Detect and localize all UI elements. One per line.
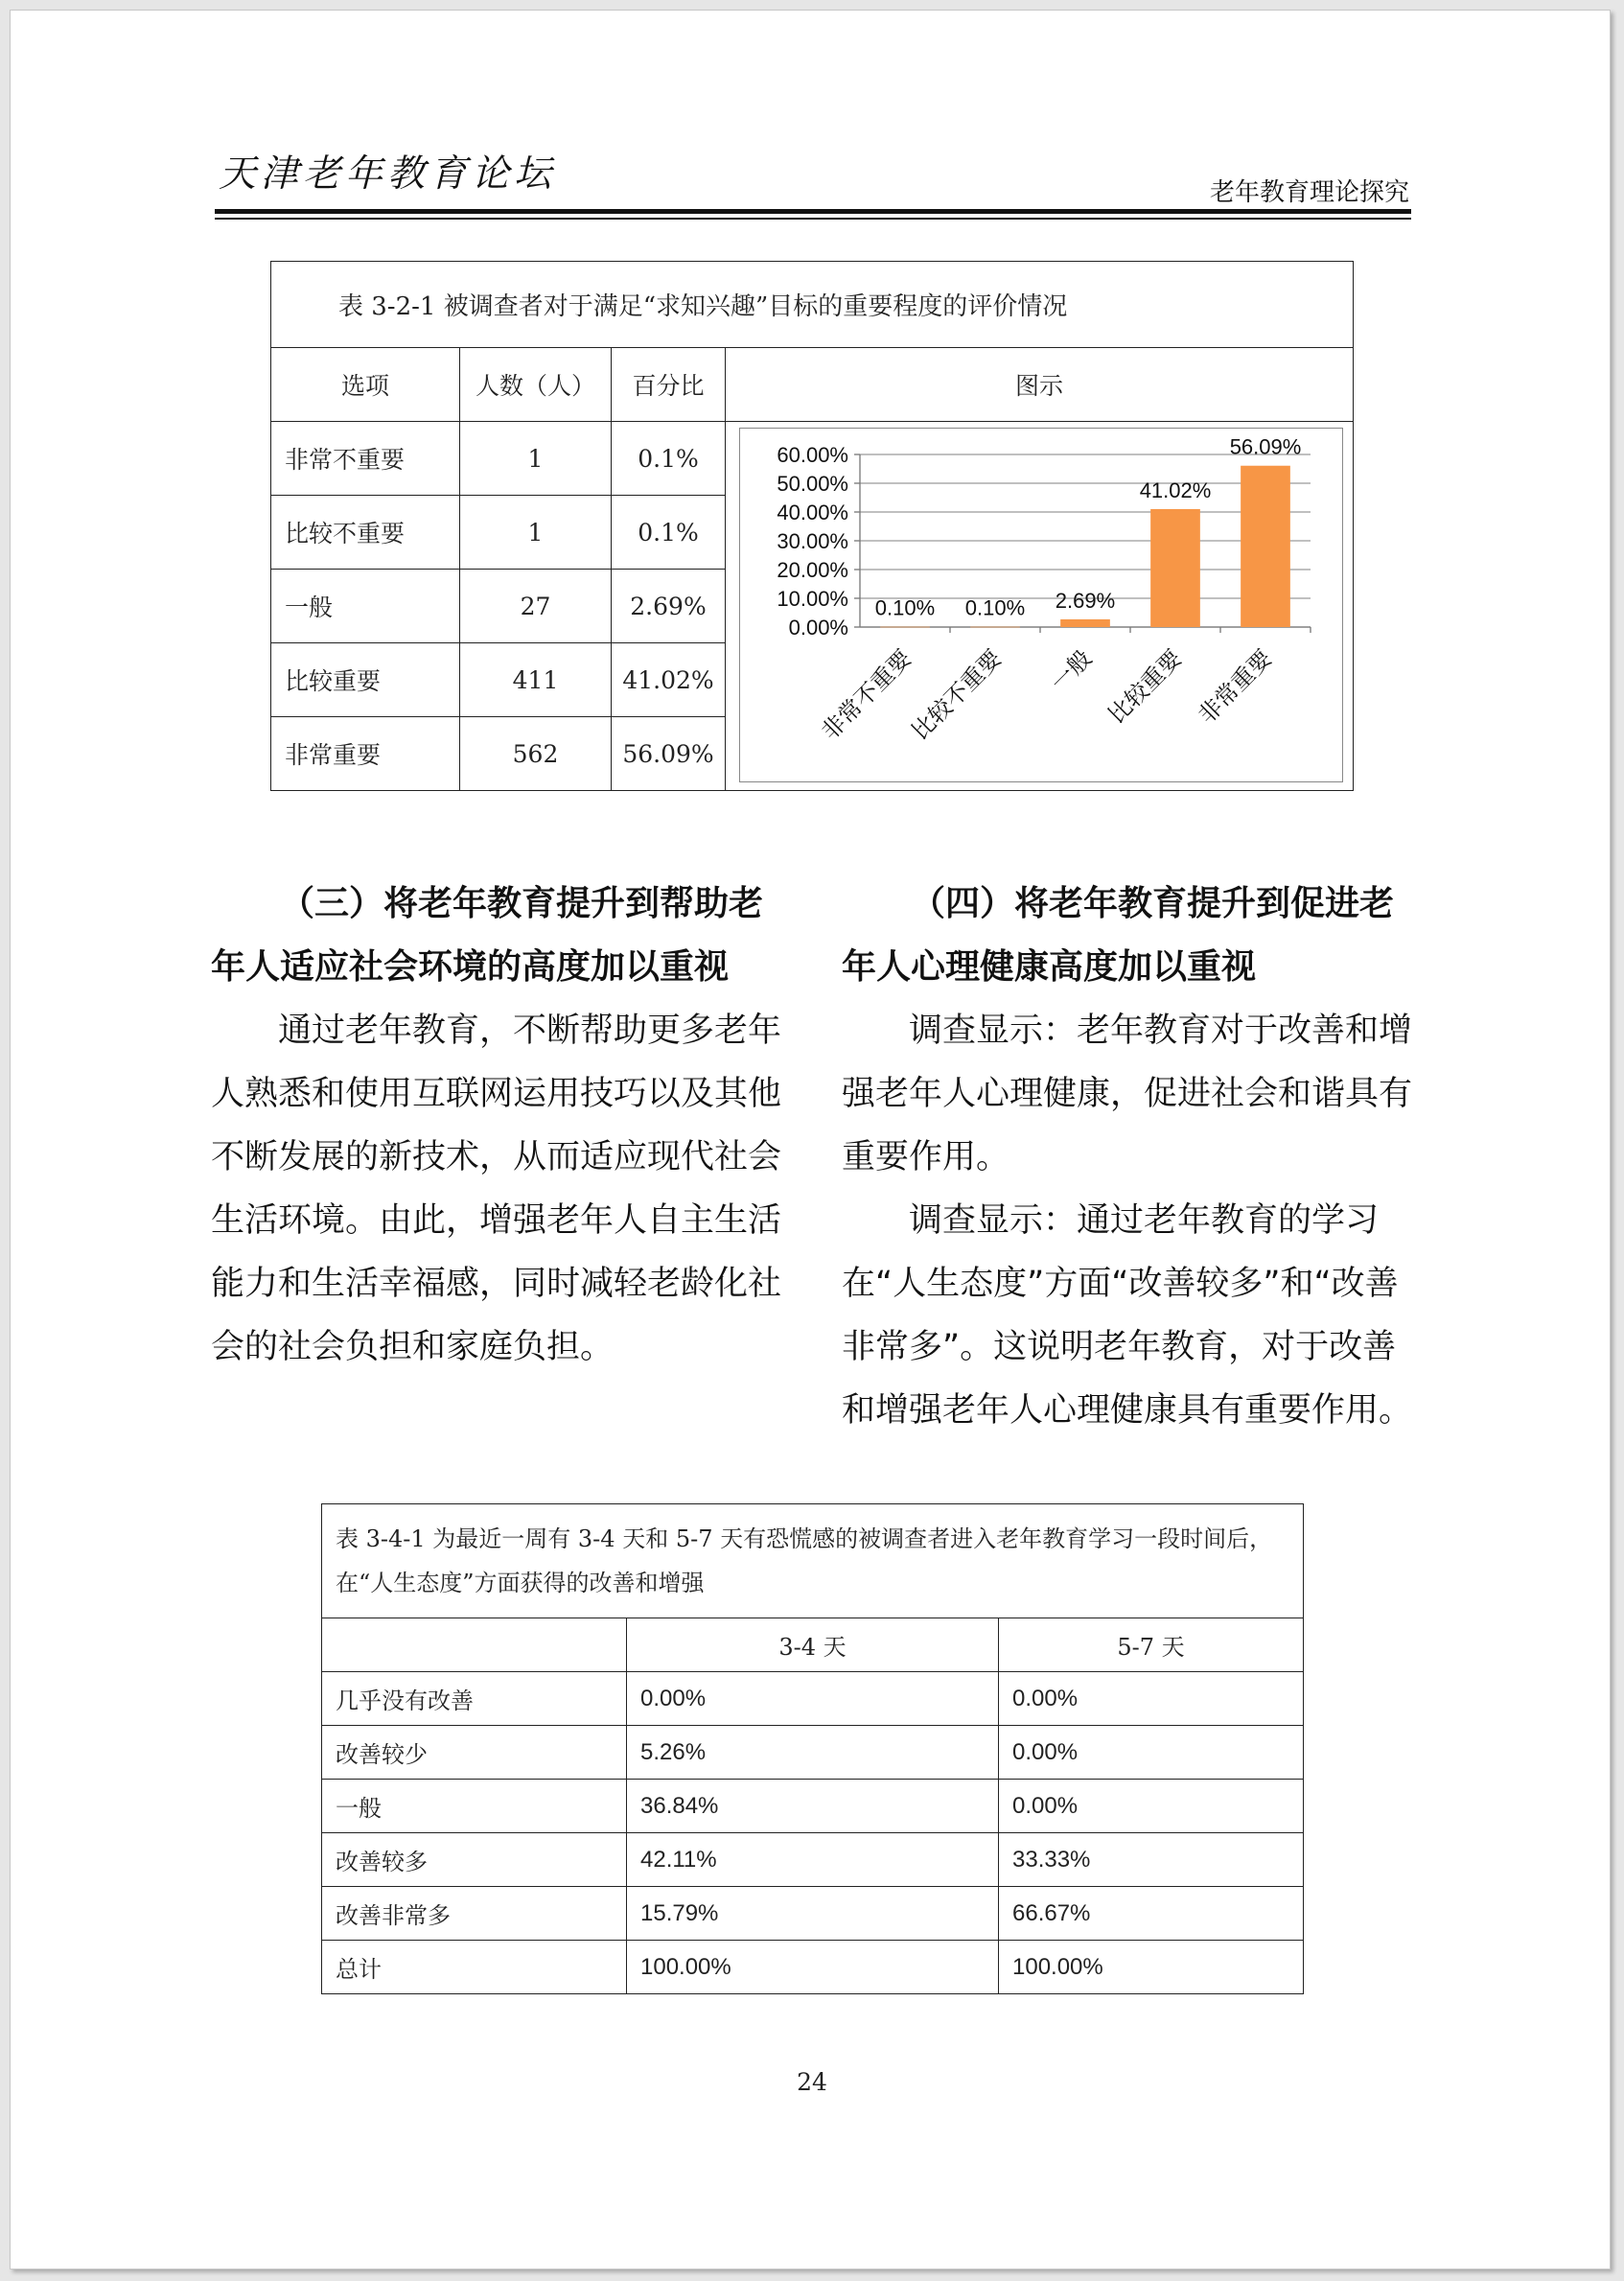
- column-header: [322, 1618, 627, 1672]
- y-tick-label: 20.00%: [777, 558, 848, 582]
- chart-cell: [726, 422, 1354, 791]
- cell-value: 0.00%: [999, 1780, 1304, 1833]
- cell-value: 36.84%: [627, 1780, 999, 1833]
- data-label: 2.69%: [1055, 588, 1116, 613]
- cell-value: 100.00%: [999, 1941, 1304, 1994]
- journal-logo: 天津老年教育论坛: [219, 152, 557, 196]
- table-row: [322, 1833, 1304, 1887]
- cell-value: 0.00%: [627, 1672, 999, 1726]
- page-number: 24: [797, 2068, 827, 2096]
- body-paragraph: 调查显示：通过老年教育的学习在“人生态度”方面“改善较多”和“改善非常多”。这说明老年教育，对于改善和增强老年人心理健康具有重要作用。: [842, 1201, 1413, 1430]
- body-paragraph: 调查显示：老年教育对于改善和增强老年人心理健康，促进社会和谐具有重要作用。: [842, 1012, 1413, 1176]
- row-label: 改善非常多: [322, 1887, 627, 1941]
- cell-value: 66.67%: [999, 1887, 1304, 1941]
- table-row: [322, 1672, 1304, 1726]
- cell-value: 0.00%: [999, 1726, 1304, 1780]
- row-percent: 0.1%: [612, 496, 726, 570]
- row-label: 比较不重要: [271, 496, 460, 570]
- column-header: 人数（人）: [460, 348, 612, 422]
- data-label: 41.02%: [1139, 477, 1212, 502]
- chart-frame: [739, 428, 1343, 782]
- attitude-table: [321, 1503, 1304, 1994]
- row-count: 562: [460, 717, 612, 791]
- x-tick-label: 一般: [1045, 644, 1098, 697]
- x-tick-label: 非常不重要: [816, 644, 917, 746]
- table-row: [322, 1887, 1304, 1941]
- cell-value: 15.79%: [627, 1887, 999, 1941]
- table-row: [322, 1726, 1304, 1780]
- cell-value: 33.33%: [999, 1833, 1304, 1887]
- column-header: 3-4 天: [627, 1618, 999, 1672]
- column-header: 百分比: [612, 348, 726, 422]
- bar: [970, 627, 1020, 628]
- table-header-row: [322, 1618, 1304, 1672]
- column-header: 图示: [726, 348, 1354, 422]
- section-heading: （四）将老年教育提升到促进老年人心理健康高度加以重视: [842, 884, 1395, 987]
- row-count: 1: [460, 422, 612, 496]
- row-percent: 2.69%: [612, 570, 726, 643]
- y-tick-label: 0.00%: [788, 616, 848, 640]
- row-label: 非常不重要: [271, 422, 460, 496]
- row-percent: 41.02%: [612, 643, 726, 717]
- cell-value: 100.00%: [627, 1941, 999, 1994]
- y-tick-label: 60.00%: [777, 443, 848, 467]
- row-count: 411: [460, 643, 612, 717]
- row-label: 一般: [271, 570, 460, 643]
- header-rule-thick: [215, 209, 1411, 214]
- row-label: 几乎没有改善: [322, 1672, 627, 1726]
- column-header: 选项: [271, 348, 460, 422]
- row-percent: 0.1%: [612, 422, 726, 496]
- x-tick-label: 非常重要: [1193, 644, 1278, 730]
- bar: [1241, 466, 1290, 627]
- table-row: [271, 422, 1354, 496]
- cell-value: 0.00%: [999, 1672, 1304, 1726]
- row-count: 27: [460, 570, 612, 643]
- right-column: [842, 873, 1417, 1442]
- header-rule-thin: [215, 218, 1411, 220]
- y-tick-label: 10.00%: [777, 587, 848, 611]
- row-label: 总计: [322, 1941, 627, 1994]
- row-label: 改善较多: [322, 1833, 627, 1887]
- y-tick-label: 40.00%: [777, 500, 848, 524]
- bar: [1150, 509, 1200, 627]
- section-title: 老年教育理论探究: [1209, 178, 1409, 207]
- data-label: 56.09%: [1229, 434, 1302, 459]
- section-heading: （三）将老年教育提升到帮助老年人适应社会环境的高度加以重视: [211, 884, 764, 987]
- x-tick-label: 比较不重要: [906, 644, 1008, 746]
- row-label: 改善较少: [322, 1726, 627, 1780]
- y-tick-label: 30.00%: [777, 529, 848, 553]
- importance-table: [270, 261, 1354, 791]
- table-caption: 表 3-2-1 被调查者对于满足“求知兴趣”目标的重要程度的评价情况: [271, 262, 1354, 348]
- y-tick-label: 50.00%: [777, 472, 848, 496]
- table-caption: 表 3-4-1 为最近一周有 3-4 天和 5-7 天有恐慌感的被调查者进入老年教育学习一段时间后，在“人生态度”方面获得的改善和增强: [322, 1504, 1304, 1618]
- row-label: 比较重要: [271, 643, 460, 717]
- cell-value: 42.11%: [627, 1833, 999, 1887]
- row-label: 一般: [322, 1780, 627, 1833]
- data-label: 0.10%: [874, 595, 936, 620]
- column-header: 5-7 天: [999, 1618, 1304, 1672]
- data-label: 0.10%: [964, 595, 1026, 620]
- bar-chart: [740, 429, 1334, 785]
- table-row: [322, 1780, 1304, 1833]
- body-paragraph: 通过老年教育，不断帮助更多老年人熟悉和使用互联网运用技巧以及其他不断发展的新技术，从而适应现代社会生活环境。由此，增强老年人自主生活能力和生活幸福感，同时减轻老龄化社会的社会负担和家庭负担。: [211, 1012, 782, 1366]
- x-tick-label: 比较重要: [1102, 644, 1188, 730]
- row-percent: 56.09%: [612, 717, 726, 791]
- bar: [1060, 619, 1110, 627]
- table-row: [322, 1941, 1304, 1994]
- bar: [880, 627, 930, 628]
- cell-value: 5.26%: [627, 1726, 999, 1780]
- left-column: [211, 873, 786, 1379]
- row-label: 非常重要: [271, 717, 460, 791]
- row-count: 1: [460, 496, 612, 570]
